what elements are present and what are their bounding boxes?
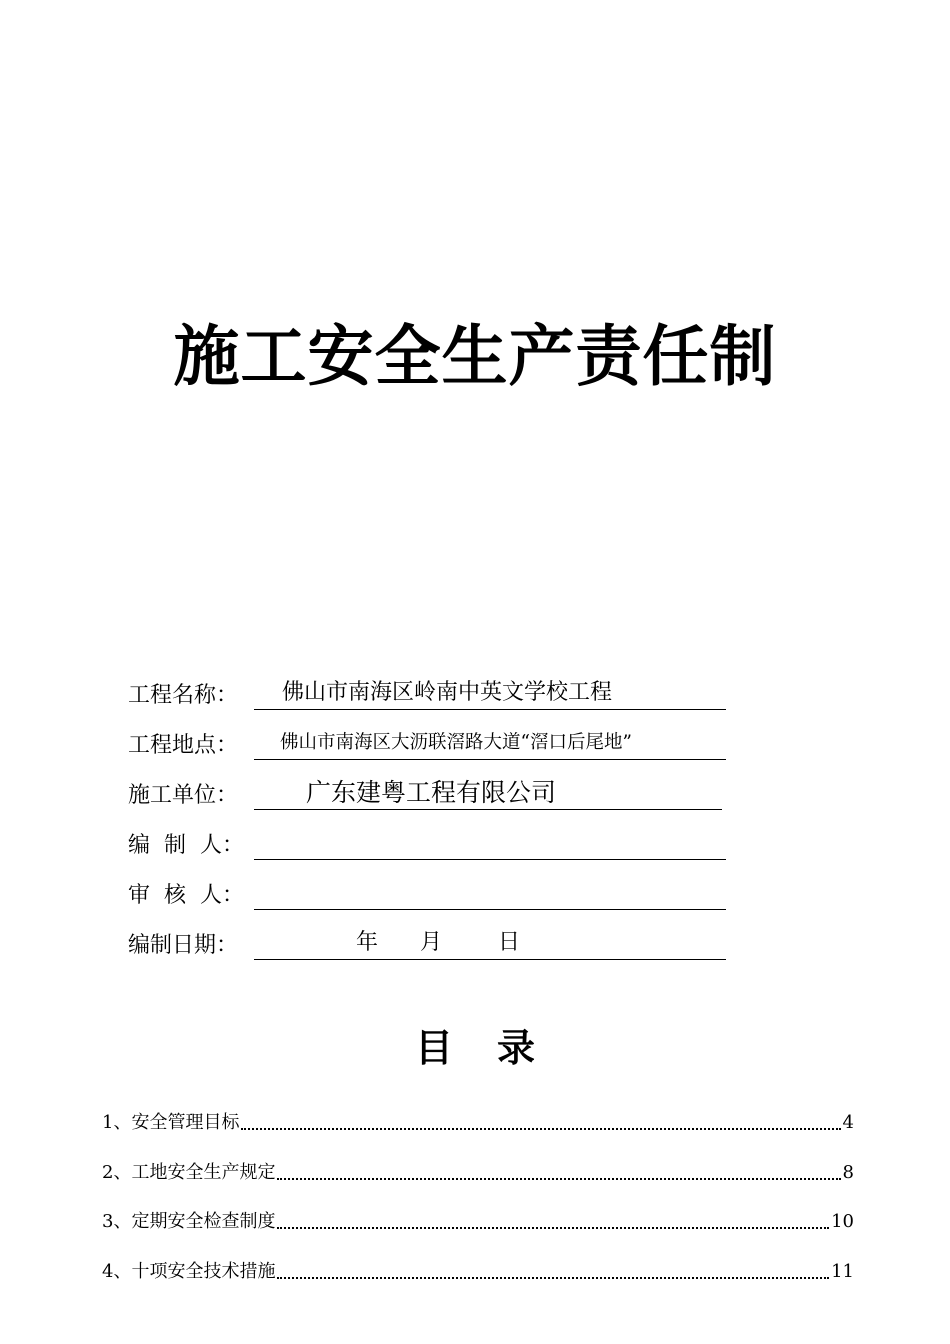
field-label: 审 核 人：	[128, 883, 244, 908]
field-underline	[254, 777, 722, 810]
field-project-location	[128, 726, 728, 766]
date-day: 日	[498, 930, 521, 955]
toc-entry-page: 11	[831, 1261, 854, 1282]
toc-entry[interactable]	[102, 1256, 854, 1284]
field-underline	[254, 877, 726, 910]
field-value: 佛山市南海区大沥联滘路大道“滘口后尾地”	[280, 732, 632, 753]
toc-heading	[0, 1020, 950, 1076]
toc-entry-label: 1、安全管理目标	[102, 1112, 240, 1133]
document-title: 施工安全生产责任制	[173, 318, 777, 395]
toc-entry-page: 10	[831, 1211, 854, 1232]
field-label: 工程名称：	[128, 683, 239, 708]
toc-leader-dots	[277, 1226, 829, 1229]
field-project-name	[128, 676, 728, 716]
toc-leader-dots	[277, 1177, 840, 1180]
field-label: 编 制 人：	[128, 833, 244, 858]
toc-leader-dots	[241, 1127, 840, 1130]
field-label: 施工单位：	[128, 783, 239, 808]
field-compile-date	[128, 926, 728, 966]
field-label: 编制日期：	[128, 933, 239, 958]
field-underline	[254, 727, 726, 760]
field-compiler	[128, 826, 728, 866]
toc-heading-char: 目	[414, 1026, 453, 1070]
field-underline	[254, 827, 726, 860]
field-label: 工程地点：	[128, 733, 239, 758]
field-reviewer	[128, 876, 728, 916]
field-construction-unit	[128, 776, 728, 816]
toc-entry[interactable]	[102, 1157, 854, 1185]
toc-entry-label: 3、定期安全检查制度	[102, 1211, 276, 1232]
field-value: 广东建粤工程有限公司	[306, 778, 557, 807]
date-month: 月	[420, 930, 443, 955]
field-underline	[254, 927, 726, 960]
toc-entry-label: 2、工地安全生产规定	[102, 1162, 276, 1183]
toc-heading-char: 录	[497, 1026, 536, 1070]
field-value: 佛山市南海区岭南中英文学校工程	[282, 680, 613, 705]
toc-entry[interactable]	[102, 1206, 854, 1234]
toc-entry[interactable]	[102, 1107, 854, 1135]
field-underline	[254, 677, 726, 710]
date-year: 年	[356, 930, 379, 955]
toc-entry-label: 4、十项安全技术措施	[102, 1261, 276, 1282]
toc-leader-dots	[277, 1276, 829, 1279]
toc-entry-page: 4	[842, 1112, 854, 1133]
toc-entry-page: 8	[842, 1162, 854, 1183]
